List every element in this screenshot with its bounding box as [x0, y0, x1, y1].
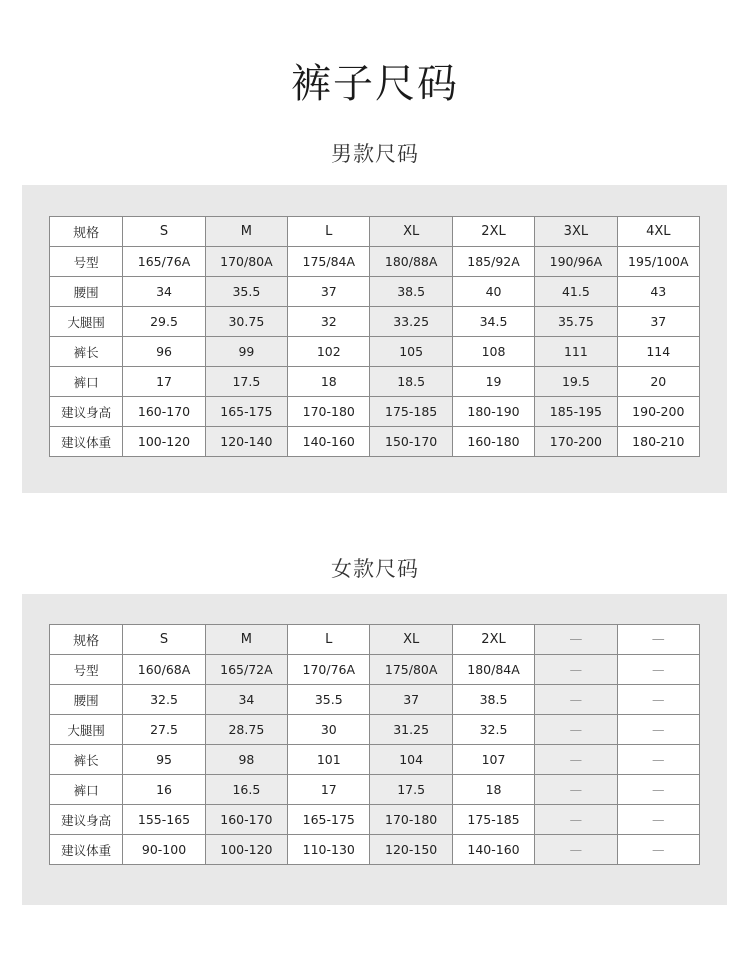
size-header-cell: M	[205, 625, 287, 655]
table-cell: 120-140	[205, 427, 287, 457]
table-row	[50, 685, 700, 715]
table-cell: 105	[370, 337, 452, 367]
table-cell: 170-180	[370, 805, 452, 835]
table-cell: 170/76A	[288, 655, 370, 685]
table-cell: 170-180	[288, 397, 370, 427]
table-row	[50, 835, 700, 865]
table-cell: 160-170	[123, 397, 205, 427]
table-row	[50, 337, 700, 367]
women-size-panel	[22, 594, 727, 905]
women-section-title: 女款尺码	[331, 557, 419, 581]
table-cell: 17	[123, 367, 205, 397]
table-cell: 185/92A	[452, 247, 534, 277]
men-size-panel	[22, 185, 727, 493]
table-cell: —	[617, 655, 699, 685]
table-cell: 35.5	[205, 277, 287, 307]
table-row	[50, 655, 700, 685]
table-row	[50, 277, 700, 307]
table-cell: —	[617, 715, 699, 745]
table-cell: 120-150	[370, 835, 452, 865]
table-cell: 111	[535, 337, 617, 367]
row-label-cell: 号型	[50, 655, 123, 685]
table-cell: 170/80A	[205, 247, 287, 277]
table-cell: —	[535, 775, 617, 805]
table-cell: 175/80A	[370, 655, 452, 685]
row-label-cell: 裤口	[50, 367, 123, 397]
row-label-cell: 大腿围	[50, 715, 123, 745]
table-cell: 110-130	[288, 835, 370, 865]
size-header-cell: XL	[370, 625, 452, 655]
table-cell: 100-120	[123, 427, 205, 457]
table-cell: 17.5	[370, 775, 452, 805]
table-cell: 100-120	[205, 835, 287, 865]
table-cell: —	[535, 655, 617, 685]
size-header-cell: 3XL	[535, 217, 617, 247]
size-header-cell: S	[123, 217, 205, 247]
table-row	[50, 775, 700, 805]
table-cell: 175-185	[452, 805, 534, 835]
table-cell: 114	[617, 337, 699, 367]
table-cell: 165-175	[288, 805, 370, 835]
table-cell: —	[535, 805, 617, 835]
table-cell: 195/100A	[617, 247, 699, 277]
table-cell: 155-165	[123, 805, 205, 835]
table-cell: 19.5	[535, 367, 617, 397]
table-cell: 16.5	[205, 775, 287, 805]
table-cell: 165/76A	[123, 247, 205, 277]
table-row	[50, 427, 700, 457]
table-cell: 29.5	[123, 307, 205, 337]
table-cell: 34.5	[452, 307, 534, 337]
table-cell: 30	[288, 715, 370, 745]
table-cell: 27.5	[123, 715, 205, 745]
table-cell: —	[617, 775, 699, 805]
table-cell: 37	[288, 277, 370, 307]
table-cell: —	[535, 715, 617, 745]
row-label-cell: 建议体重	[50, 427, 123, 457]
table-cell: 190-200	[617, 397, 699, 427]
table-cell: 96	[123, 337, 205, 367]
table-row	[50, 745, 700, 775]
table-cell: 43	[617, 277, 699, 307]
table-cell: 140-160	[288, 427, 370, 457]
table-cell: —	[617, 805, 699, 835]
table-cell: 102	[288, 337, 370, 367]
row-label-cell: 大腿围	[50, 307, 123, 337]
row-label-cell: 腰围	[50, 277, 123, 307]
table-cell: 180-210	[617, 427, 699, 457]
table-cell: 32	[288, 307, 370, 337]
table-cell: 32.5	[452, 715, 534, 745]
table-cell: 98	[205, 745, 287, 775]
table-cell: 30.75	[205, 307, 287, 337]
table-cell: 33.25	[370, 307, 452, 337]
table-cell: 150-170	[370, 427, 452, 457]
size-header-cell: L	[288, 217, 370, 247]
table-row	[50, 715, 700, 745]
table-cell: 165-175	[205, 397, 287, 427]
table-cell: —	[617, 685, 699, 715]
table-cell: 104	[370, 745, 452, 775]
table-cell: 38.5	[452, 685, 534, 715]
table-cell: 32.5	[123, 685, 205, 715]
table-cell: —	[617, 745, 699, 775]
table-row	[50, 805, 700, 835]
table-cell: 90-100	[123, 835, 205, 865]
row-label-cell: 建议体重	[50, 835, 123, 865]
row-label-cell: 腰围	[50, 685, 123, 715]
size-header-cell: S	[123, 625, 205, 655]
size-header-cell: —	[535, 625, 617, 655]
table-cell: 95	[123, 745, 205, 775]
table-cell: 35.5	[288, 685, 370, 715]
table-cell: —	[535, 685, 617, 715]
men-size-table	[49, 216, 700, 457]
table-cell: —	[535, 835, 617, 865]
table-cell: 140-160	[452, 835, 534, 865]
table-cell: 101	[288, 745, 370, 775]
row-label-cell: 规格	[50, 625, 123, 655]
page-title: 裤子尺码	[291, 61, 459, 107]
table-cell: 17	[288, 775, 370, 805]
table-cell: 180-190	[452, 397, 534, 427]
table-cell: 38.5	[370, 277, 452, 307]
table-cell: 34	[205, 685, 287, 715]
table-cell: 37	[370, 685, 452, 715]
size-header-cell: 2XL	[452, 217, 534, 247]
table-cell: 34	[123, 277, 205, 307]
row-label-cell: 建议身高	[50, 805, 123, 835]
size-header-cell: XL	[370, 217, 452, 247]
table-cell: 160-170	[205, 805, 287, 835]
table-cell: 160-180	[452, 427, 534, 457]
table-cell: 180/84A	[452, 655, 534, 685]
table-cell: 35.75	[535, 307, 617, 337]
table-cell: 99	[205, 337, 287, 367]
row-label-cell: 裤口	[50, 775, 123, 805]
table-row	[50, 367, 700, 397]
row-label-cell: 建议身高	[50, 397, 123, 427]
row-label-cell: 裤长	[50, 745, 123, 775]
table-cell: 18.5	[370, 367, 452, 397]
table-cell: 175/84A	[288, 247, 370, 277]
table-cell: 16	[123, 775, 205, 805]
size-header-cell: 4XL	[617, 217, 699, 247]
row-label-cell: 规格	[50, 217, 123, 247]
table-cell: 185-195	[535, 397, 617, 427]
row-label-cell: 裤长	[50, 337, 123, 367]
table-header-row	[50, 217, 700, 247]
men-section-title: 男款尺码	[331, 142, 419, 166]
size-header-cell: —	[617, 625, 699, 655]
table-row	[50, 397, 700, 427]
table-cell: 17.5	[205, 367, 287, 397]
table-cell: 37	[617, 307, 699, 337]
table-cell: 18	[288, 367, 370, 397]
table-cell: 41.5	[535, 277, 617, 307]
table-cell: —	[535, 745, 617, 775]
table-cell: 19	[452, 367, 534, 397]
table-cell: 18	[452, 775, 534, 805]
table-cell: —	[617, 835, 699, 865]
table-cell: 175-185	[370, 397, 452, 427]
table-cell: 180/88A	[370, 247, 452, 277]
table-cell: 170-200	[535, 427, 617, 457]
table-cell: 40	[452, 277, 534, 307]
table-row	[50, 307, 700, 337]
table-cell: 28.75	[205, 715, 287, 745]
size-header-cell: L	[288, 625, 370, 655]
table-cell: 108	[452, 337, 534, 367]
table-cell: 165/72A	[205, 655, 287, 685]
table-header-row	[50, 625, 700, 655]
table-cell: 31.25	[370, 715, 452, 745]
table-row	[50, 247, 700, 277]
table-cell: 20	[617, 367, 699, 397]
table-cell: 160/68A	[123, 655, 205, 685]
table-cell: 190/96A	[535, 247, 617, 277]
size-header-cell: M	[205, 217, 287, 247]
row-label-cell: 号型	[50, 247, 123, 277]
table-cell: 107	[452, 745, 534, 775]
women-size-table	[49, 624, 700, 865]
size-header-cell: 2XL	[452, 625, 534, 655]
